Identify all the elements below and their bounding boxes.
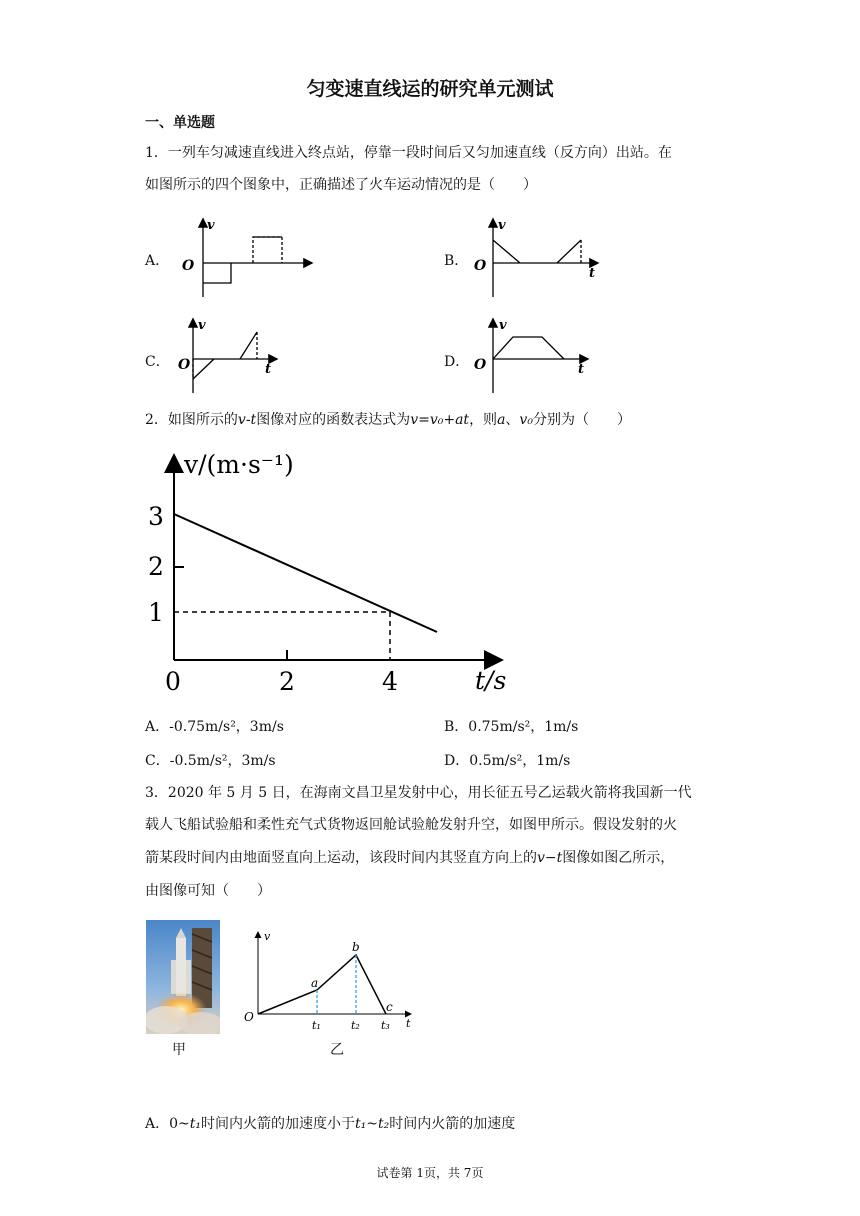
- q3-tick-t2: t₂: [351, 1019, 360, 1032]
- q3-point-c: c: [386, 1000, 393, 1014]
- q1-option-b-label: B．: [444, 253, 469, 269]
- page-footer: 试卷第 1页，共 7页: [376, 1166, 484, 1180]
- q2-option-a[interactable]: A．-0.75m/s²，3m/s: [145, 719, 284, 735]
- q1-stem-line1: 1．一列车匀减速直线进入终点站，停靠一段时间后又匀加速直线（反方向）出站。在: [145, 145, 672, 161]
- section-heading: 一、单选题: [145, 115, 215, 131]
- q1b-axis-t: t: [589, 266, 596, 281]
- q2-x-tick-4: 4: [382, 667, 398, 696]
- q2-option-b[interactable]: B．0.75m/s²，1m/s: [444, 719, 579, 735]
- q3-stem-line1: 3．2020 年 5 月 5 日，在海南文昌卫星发射中心，用长征五号乙运载火箭将我国新一代: [145, 785, 692, 801]
- q1b-axis-v: v: [498, 218, 506, 233]
- q1d-axis-v: v: [499, 318, 507, 333]
- q2-y-tick-2: 2: [148, 552, 164, 581]
- q2-stem: 2．如图所示的v-t图像对应的函数表达式为v=v₀+at，则a、v₀分别为（ ）: [145, 412, 631, 428]
- q3-origin: O: [244, 1010, 254, 1024]
- q1b-origin: O: [474, 258, 487, 274]
- q2-x-axis-label: t/s: [475, 666, 507, 695]
- page-title: 匀变速直线运的研究单元测试: [306, 78, 554, 100]
- rocket-launch-photo: [146, 920, 220, 1034]
- q3-stem-line2: 载人飞船试验船和柔性充气式货物返回舱试验舱发射升空，如图甲所示。假设发射的火: [145, 817, 677, 833]
- q2-y-tick-1: 1: [148, 598, 164, 627]
- q1a-origin: O: [182, 258, 195, 274]
- q1d-origin: O: [474, 357, 487, 373]
- q3-vt-line: [258, 955, 386, 1014]
- q1-option-c-label: C．: [145, 354, 170, 370]
- q2-x-tick-2: 2: [279, 667, 295, 696]
- q3-option-a[interactable]: A．0~t₁时间内火箭的加速度小于t₁~t₂时间内火箭的加速度: [145, 1116, 516, 1132]
- q3-vt-graph: [238, 928, 418, 1038]
- q3-stem-line4: 由图像可知（ ）: [145, 883, 271, 899]
- q2-y-axis-label: v/(m·s⁻¹): [184, 450, 294, 479]
- q1c-origin: O: [178, 357, 191, 373]
- q3-axis-t: t: [406, 1017, 411, 1030]
- q1-option-d-label: D．: [444, 354, 470, 370]
- q1-graph-c: [176, 315, 286, 395]
- q3-stem-line3: 箭某段时间内由地面竖直向上运动，该段时间内其竖直方向上的v−t图像如图乙所示，: [145, 850, 675, 866]
- q2-option-c[interactable]: C．-0.5m/s²，3m/s: [145, 753, 276, 769]
- q1c-axis-v: v: [198, 318, 206, 333]
- q3-axis-v: v: [264, 930, 271, 943]
- q3-tick-t1: t₁: [312, 1019, 321, 1032]
- q2-vt-graph: [140, 445, 520, 700]
- q2-line: [174, 514, 437, 632]
- q1d-axis-t: t: [578, 362, 585, 377]
- q1a-axis-v: v: [207, 218, 215, 233]
- q3-tick-t3: t₃: [381, 1019, 390, 1032]
- caption-jia: 甲: [172, 1042, 186, 1058]
- q1-graph-d: [472, 315, 597, 395]
- caption-yi: 乙: [330, 1042, 344, 1058]
- q1-graph-b: [472, 215, 607, 300]
- q2-y-tick-3: 3: [148, 502, 164, 531]
- q2-x-tick-0: 0: [165, 667, 181, 696]
- q1-stem-line2: 如图所示的四个图象中，正确描述了火车运动情况的是（ ）: [145, 177, 537, 193]
- q3-point-a: a: [311, 976, 319, 990]
- q1-option-a-label: A．: [145, 253, 170, 269]
- q1-graph-a: [176, 215, 326, 305]
- q2-option-d[interactable]: D．0.5m/s²，1m/s: [444, 753, 571, 769]
- q1c-axis-t: t: [265, 362, 272, 377]
- q3-point-b: b: [352, 940, 360, 954]
